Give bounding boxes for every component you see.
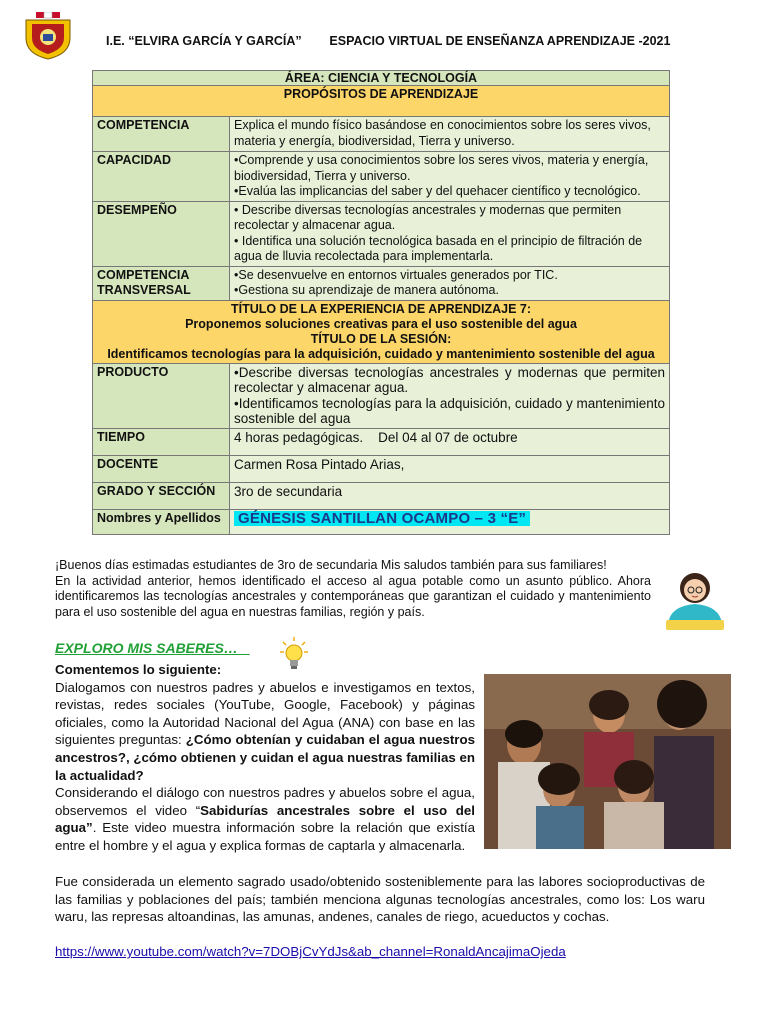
comment-prompt: Comentemos lo siguiente: bbox=[55, 662, 222, 677]
transversal-label-line: TRANSVERSAL bbox=[97, 283, 191, 297]
transversal-item: •Gestiona su aprendizaje de manera autónoma. bbox=[234, 283, 499, 297]
transversal-item: •Se desenvuelve en entornos virtuales generados por TIC. bbox=[234, 267, 558, 282]
explore-paragraph-2 bbox=[55, 784, 475, 854]
capacidad-label: CAPACIDAD bbox=[93, 152, 230, 202]
tiempo-value: 4 horas pedagógicas. Del 04 al 07 de octubre bbox=[230, 428, 670, 455]
experience-title-label: TÍTULO DE LA EXPERIENCIA DE APRENDIZAJE 7: bbox=[230, 301, 532, 316]
learning-purpose-table bbox=[92, 70, 670, 535]
intro-text: En la actividad anterior, hemos identificado el acceso al agua potable como un asunto público. Ahora identificaremos las tecnologías ancestrales y contemporáneas que garantizan el cuidado y mantenimiento para el uso sostenible del agua en nuestras familias, región y país. bbox=[55, 573, 651, 619]
video-title: Sabidurías ancestrales sobre el uso del agua” bbox=[55, 802, 475, 836]
video-link-line bbox=[55, 944, 566, 959]
competencia-value: Explica el mundo físico basándose en conocimientos sobre los seres vivos, materia y energía, biodiversidad, Tierra y universo. bbox=[230, 117, 670, 152]
capacidad-item: •Comprende y usa conocimientos sobre los seres vivos, materia y energía, biodiversidad, Tierra y universo. bbox=[234, 153, 649, 183]
teacher-avatar-icon bbox=[658, 562, 732, 634]
titles-row bbox=[93, 300, 670, 363]
student-name: GÉNESIS SANTILLAN OCAMPO – 3 “E” bbox=[234, 511, 530, 527]
capacidad-row bbox=[93, 152, 670, 202]
docente-value: Carmen Rosa Pintado Arias, bbox=[230, 455, 670, 482]
capacidad-item: •Evalúa las implicancias del saber y del quehacer científico y tecnológico. bbox=[234, 184, 641, 198]
p1-questions: ¿Cómo obtenían y cuidaban el agua nuestros ancestros?, ¿cómo obtienen y cuidan el agua nuestras familias en la actualidad? bbox=[55, 732, 476, 783]
p2-text: Considerando el diálogo con nuestros padres y abuelos sobre el agua, observemos el video “ bbox=[55, 785, 475, 818]
purposes-row bbox=[93, 86, 670, 117]
competencia-row bbox=[93, 117, 670, 152]
producto-item: •Identificamos tecnologías para la adquisición, cuidado y mantenimiento sostenible del agua bbox=[234, 395, 665, 426]
session-title: Identificamos tecnologías para la adquisición, cuidado y mantenimiento sostenible del agua bbox=[107, 346, 655, 361]
tiempo-row bbox=[93, 428, 670, 455]
transversal-label-line: COMPETENCIA bbox=[97, 267, 190, 282]
grado-label: GRADO Y SECCIÓN bbox=[93, 482, 230, 509]
p2-text-end: . Este video muestra información sobre la relación que existía entre el hombre y el agua y explica formas de captarla y almacenarla. bbox=[55, 820, 475, 853]
docente-label: DOCENTE bbox=[93, 455, 230, 482]
transversal-row bbox=[93, 266, 670, 300]
desempeno-item: • Describe diversas tecnologías ancestrales y modernas que permiten recolectar y almacenar agua. bbox=[234, 202, 622, 232]
virtual-space-title: ESPACIO VIRTUAL DE ENSEÑANZA APRENDIZAJE -2021 bbox=[329, 34, 671, 48]
area-row bbox=[93, 71, 670, 86]
grado-value: 3ro de secundaria bbox=[230, 482, 670, 509]
desempeno-label: DESEMPEÑO bbox=[93, 201, 230, 266]
area-title: ÁREA: CIENCIA Y TECNOLOGÍA bbox=[93, 71, 670, 86]
intro-block bbox=[55, 558, 651, 620]
desempeno-row bbox=[93, 201, 670, 266]
transversal-value bbox=[230, 266, 670, 300]
school-crest-icon bbox=[22, 12, 74, 60]
competencia-label: COMPETENCIA bbox=[93, 117, 230, 152]
experience-title: Proponemos soluciones creativas para el uso sostenible del agua bbox=[185, 316, 577, 331]
docente-row bbox=[93, 455, 670, 482]
nombres-row bbox=[93, 509, 670, 534]
school-name: I.E. “ELVIRA GARCÍA Y GARCÍA” bbox=[106, 34, 302, 48]
nombres-cell bbox=[230, 509, 670, 534]
capacidad-value bbox=[230, 152, 670, 202]
producto-row bbox=[93, 363, 670, 428]
header-line bbox=[106, 34, 670, 48]
explore-left-column bbox=[55, 661, 475, 855]
nombres-label: Nombres y Apellidos bbox=[93, 509, 230, 534]
explore-paragraph-1 bbox=[55, 679, 475, 785]
titles-block bbox=[93, 300, 670, 363]
purposes-title: PROPÓSITOS DE APRENDIZAJE bbox=[93, 86, 670, 117]
family-photo bbox=[484, 674, 731, 849]
explore-heading: EXPLORO MIS SABERES… bbox=[55, 640, 250, 656]
producto-item: •Describe diversas tecnologías ancestrales y modernas que permiten recolectar y almacenar agua. bbox=[234, 364, 665, 395]
p1-text: Dialogamos con nuestros padres y abuelos e investigamos en textos, revistas, redes sociales (YouTube, Google, Facebook) y páginas oficiales, como la Autoridad Nacional del Agua (ANA) con base en las siguientes preguntas: bbox=[55, 679, 475, 748]
explore-paragraph-3: Fue considerada un elemento sagrado usado/obtenido sosteniblemente para las labores socioproductivas de las familias y poblaciones del país; también menciona algunas tecnologías ancestrales, como los: Los waru waru, las represas altoandinas, las amunas, andenes, canales de riego, acueductos y cochas. bbox=[55, 874, 705, 925]
grado-row bbox=[93, 482, 670, 509]
video-link[interactable]: https://www.youtube.com/watch?v=7DOBjCvYdJs&ab_channel=RonaldAncajimaOjeda bbox=[55, 944, 566, 959]
desempeno-value bbox=[230, 201, 670, 266]
transversal-label bbox=[93, 266, 230, 300]
producto-label: PRODUCTO bbox=[93, 363, 230, 428]
producto-value bbox=[230, 363, 670, 428]
tiempo-label: TIEMPO bbox=[93, 428, 230, 455]
session-title-label: TÍTULO DE LA SESIÓN: bbox=[310, 331, 452, 346]
greeting-text: ¡Buenos días estimadas estudiantes de 3ro de secundaria Mis saludos también para sus familiares! bbox=[55, 558, 607, 572]
desempeno-item: • Identifica una solución tecnológica basada en el principio de filtración de agua de lluvia recolectada para implementarla. bbox=[234, 233, 643, 263]
